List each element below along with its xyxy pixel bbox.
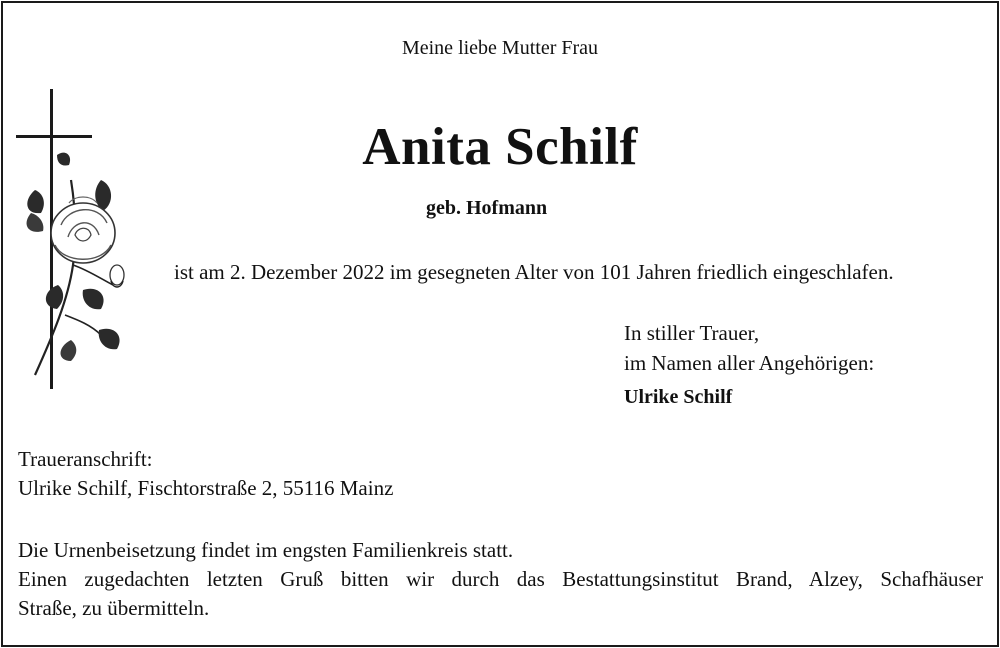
burial-note: Die Urnenbeisetzung findet im engsten Familienkreis statt. xyxy=(18,538,514,562)
maiden-name: geb. Hofmann xyxy=(426,197,548,219)
signer-name: Ulrike Schilf xyxy=(624,386,733,408)
intro-text: Meine liebe Mutter Frau xyxy=(401,37,599,59)
obituary-notice xyxy=(1,1,999,647)
closing-paragraph xyxy=(18,536,983,623)
death-announcement: ist am 2. Dezember 2022 im gesegneten Alter von 101 Jahren friedlich eingeschlafen. xyxy=(174,260,894,284)
deceased-name: Anita Schilf xyxy=(362,118,638,176)
mourning-line-1: In stiller Trauer, xyxy=(624,321,760,345)
farewell-line-2: Straße, zu übermitteln. xyxy=(18,596,210,620)
address-heading: Traueranschrift: xyxy=(18,447,153,471)
mourning-address: Ulrike Schilf, Fischtorstraße 2, 55116 Mainz xyxy=(18,476,394,500)
farewell-line-1: Einen zugedachten letzten Gruß bitten wir durch das Bestattungsinstitut Brand, Alzey, Schafhäuser xyxy=(18,567,983,591)
mourning-line-2: im Namen aller Angehörigen: xyxy=(624,351,875,375)
